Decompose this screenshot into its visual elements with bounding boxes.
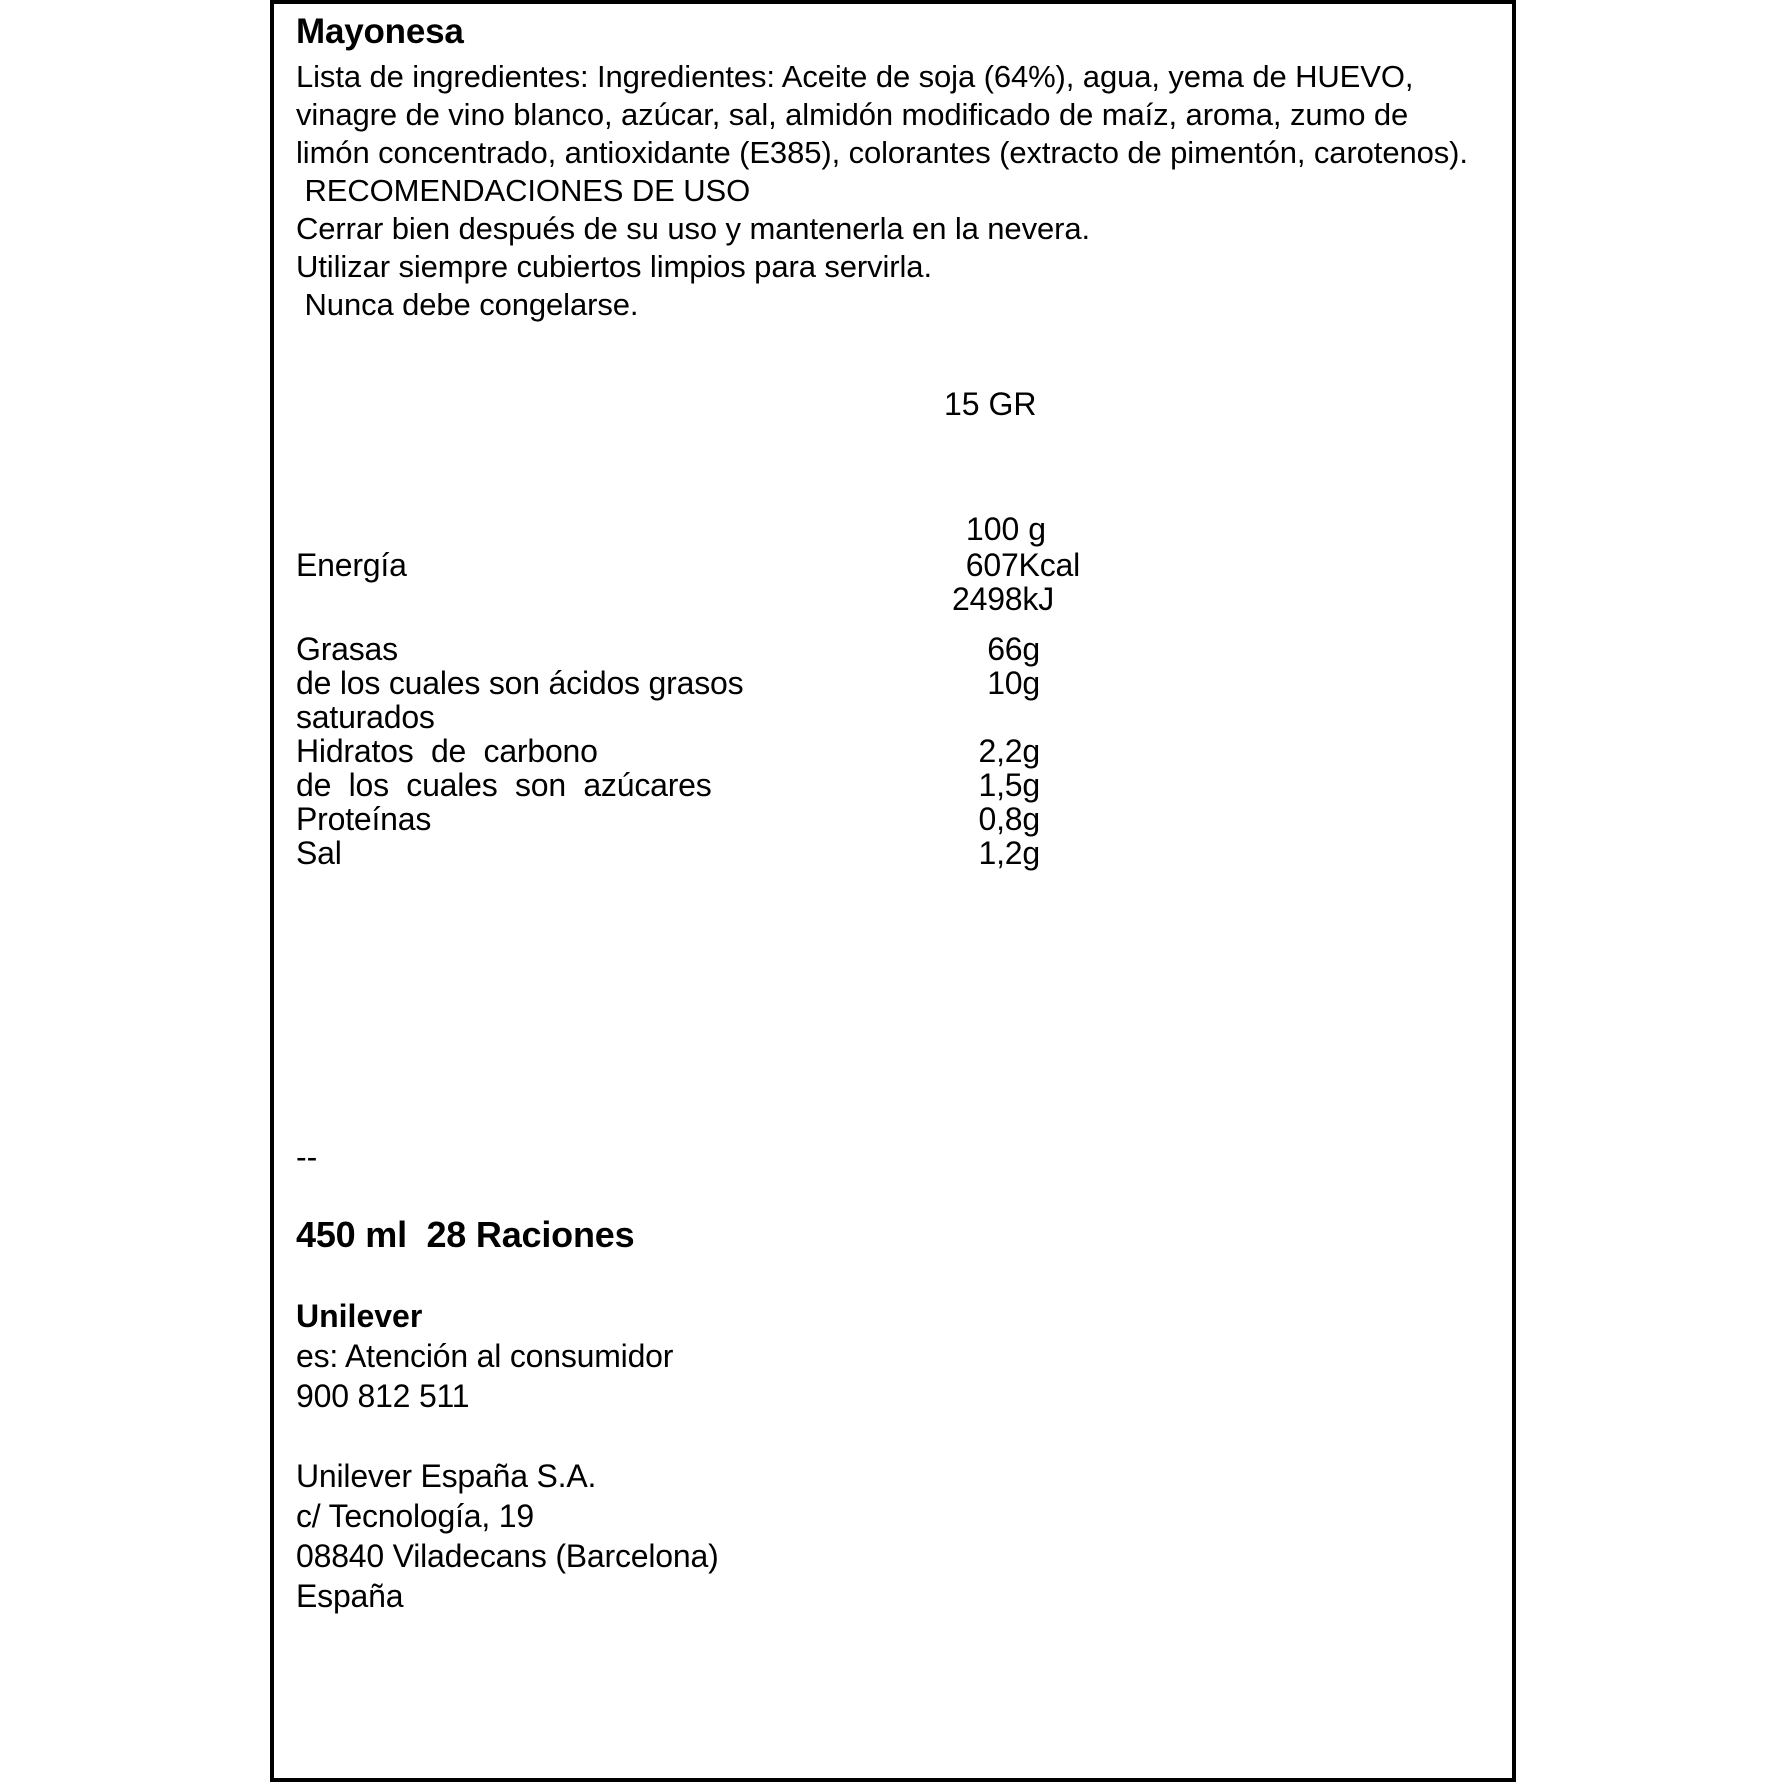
nutrient-amount: 2,2	[978, 733, 1023, 769]
nutrient-label: Energía	[296, 547, 407, 583]
table-row	[296, 547, 1080, 583]
separator-dashes: --	[296, 1139, 318, 1175]
consumer-care-phone: 900 812 511	[296, 1378, 470, 1414]
nutrient-value	[966, 548, 1080, 582]
nutrient-value	[979, 768, 1041, 802]
label-content	[296, 4, 1498, 1616]
nutrient-value	[979, 836, 1041, 870]
address-country: España	[296, 1578, 404, 1614]
table-row	[296, 666, 1056, 700]
usage-heading: RECOMENDACIONES DE USO	[296, 173, 751, 208]
usage-line-1: Cerrar bien después de su uso y mantenerla en la nevera.	[296, 211, 1090, 246]
table-row	[296, 734, 1056, 768]
nutrient-unit: g	[1022, 665, 1040, 701]
ingredients-paragraph: Lista de ingredientes: Ingredientes: Aceite de soja (64%), agua, yema de HUEVO, vinagre de vino blanco, azúcar, sal, almidón modificado de maíz, aroma, zumo de limón concentrado, antioxidante (E385), colorantes (extracto de pimentón, carotenos).	[296, 59, 1468, 170]
page-title: Mayonesa	[296, 12, 464, 51]
usage-recommendations	[296, 172, 1498, 324]
nutrient-label: Hidratos de carbono	[296, 733, 598, 769]
nutrient-value	[987, 632, 1040, 666]
usage-line-3: Nunca debe congelarse.	[296, 287, 639, 322]
nutrient-value	[979, 734, 1041, 768]
address-city: 08840 Viladecans (Barcelona)	[296, 1538, 719, 1574]
nutrient-label: saturados	[296, 699, 435, 735]
nutrient-amount: 66	[987, 631, 1023, 667]
table-row	[296, 632, 1056, 666]
nutrient-amount: 1,5	[978, 767, 1023, 803]
brand-name: Unilever	[296, 1298, 423, 1334]
table-row	[296, 836, 1056, 870]
table-row	[296, 700, 1056, 734]
nutrient-label: Grasas	[296, 631, 398, 667]
nutrient-amount: 10	[987, 665, 1023, 701]
nutrient-unit: g	[1022, 835, 1040, 871]
table-row	[296, 582, 1056, 616]
nutrient-value	[952, 582, 1054, 616]
nutrition-column-header: 100 g	[965, 511, 1046, 547]
address-street: c/ Tecnología, 19	[296, 1498, 534, 1534]
nutrient-value	[979, 802, 1041, 836]
nutrient-unit: g	[1022, 767, 1040, 803]
nutrient-label: de los cuales son ácidos grasos	[296, 665, 744, 701]
table-row	[296, 802, 1056, 836]
net-quantity: 450 ml 28 Raciones	[296, 1214, 635, 1255]
nutrition-table-header	[296, 510, 1056, 548]
nutrient-label: Sal	[296, 835, 342, 871]
product-label-card	[270, 0, 1516, 1782]
nutrient-amount: 607	[965, 547, 1019, 583]
nutrient-unit: g	[1022, 733, 1040, 769]
nutrient-amount: 2498	[952, 581, 1023, 617]
nutrient-unit: Kcal	[1018, 547, 1080, 583]
nutrient-unit: g	[1022, 801, 1040, 837]
serving-size-value: 15 GR	[944, 386, 1037, 422]
nutrient-label: Proteínas	[296, 801, 432, 837]
nutrient-amount: 0,8	[978, 801, 1023, 837]
nutrient-amount: 1,2	[978, 835, 1023, 871]
nutrient-unit: g	[1022, 631, 1040, 667]
nutrition-table	[296, 510, 1080, 871]
serving-size-block	[296, 324, 1498, 454]
consumer-care-label: es: Atención al consumidor	[296, 1338, 674, 1374]
nutrient-unit: kJ	[1022, 581, 1054, 617]
table-row	[296, 768, 1056, 802]
nutrient-label: de los cuales son azúcares	[296, 767, 712, 803]
address-company: Unilever España S.A.	[296, 1458, 597, 1494]
nutrient-value	[987, 666, 1040, 700]
usage-line-2: Utilizar siempre cubiertos limpios para servirla.	[296, 249, 932, 284]
